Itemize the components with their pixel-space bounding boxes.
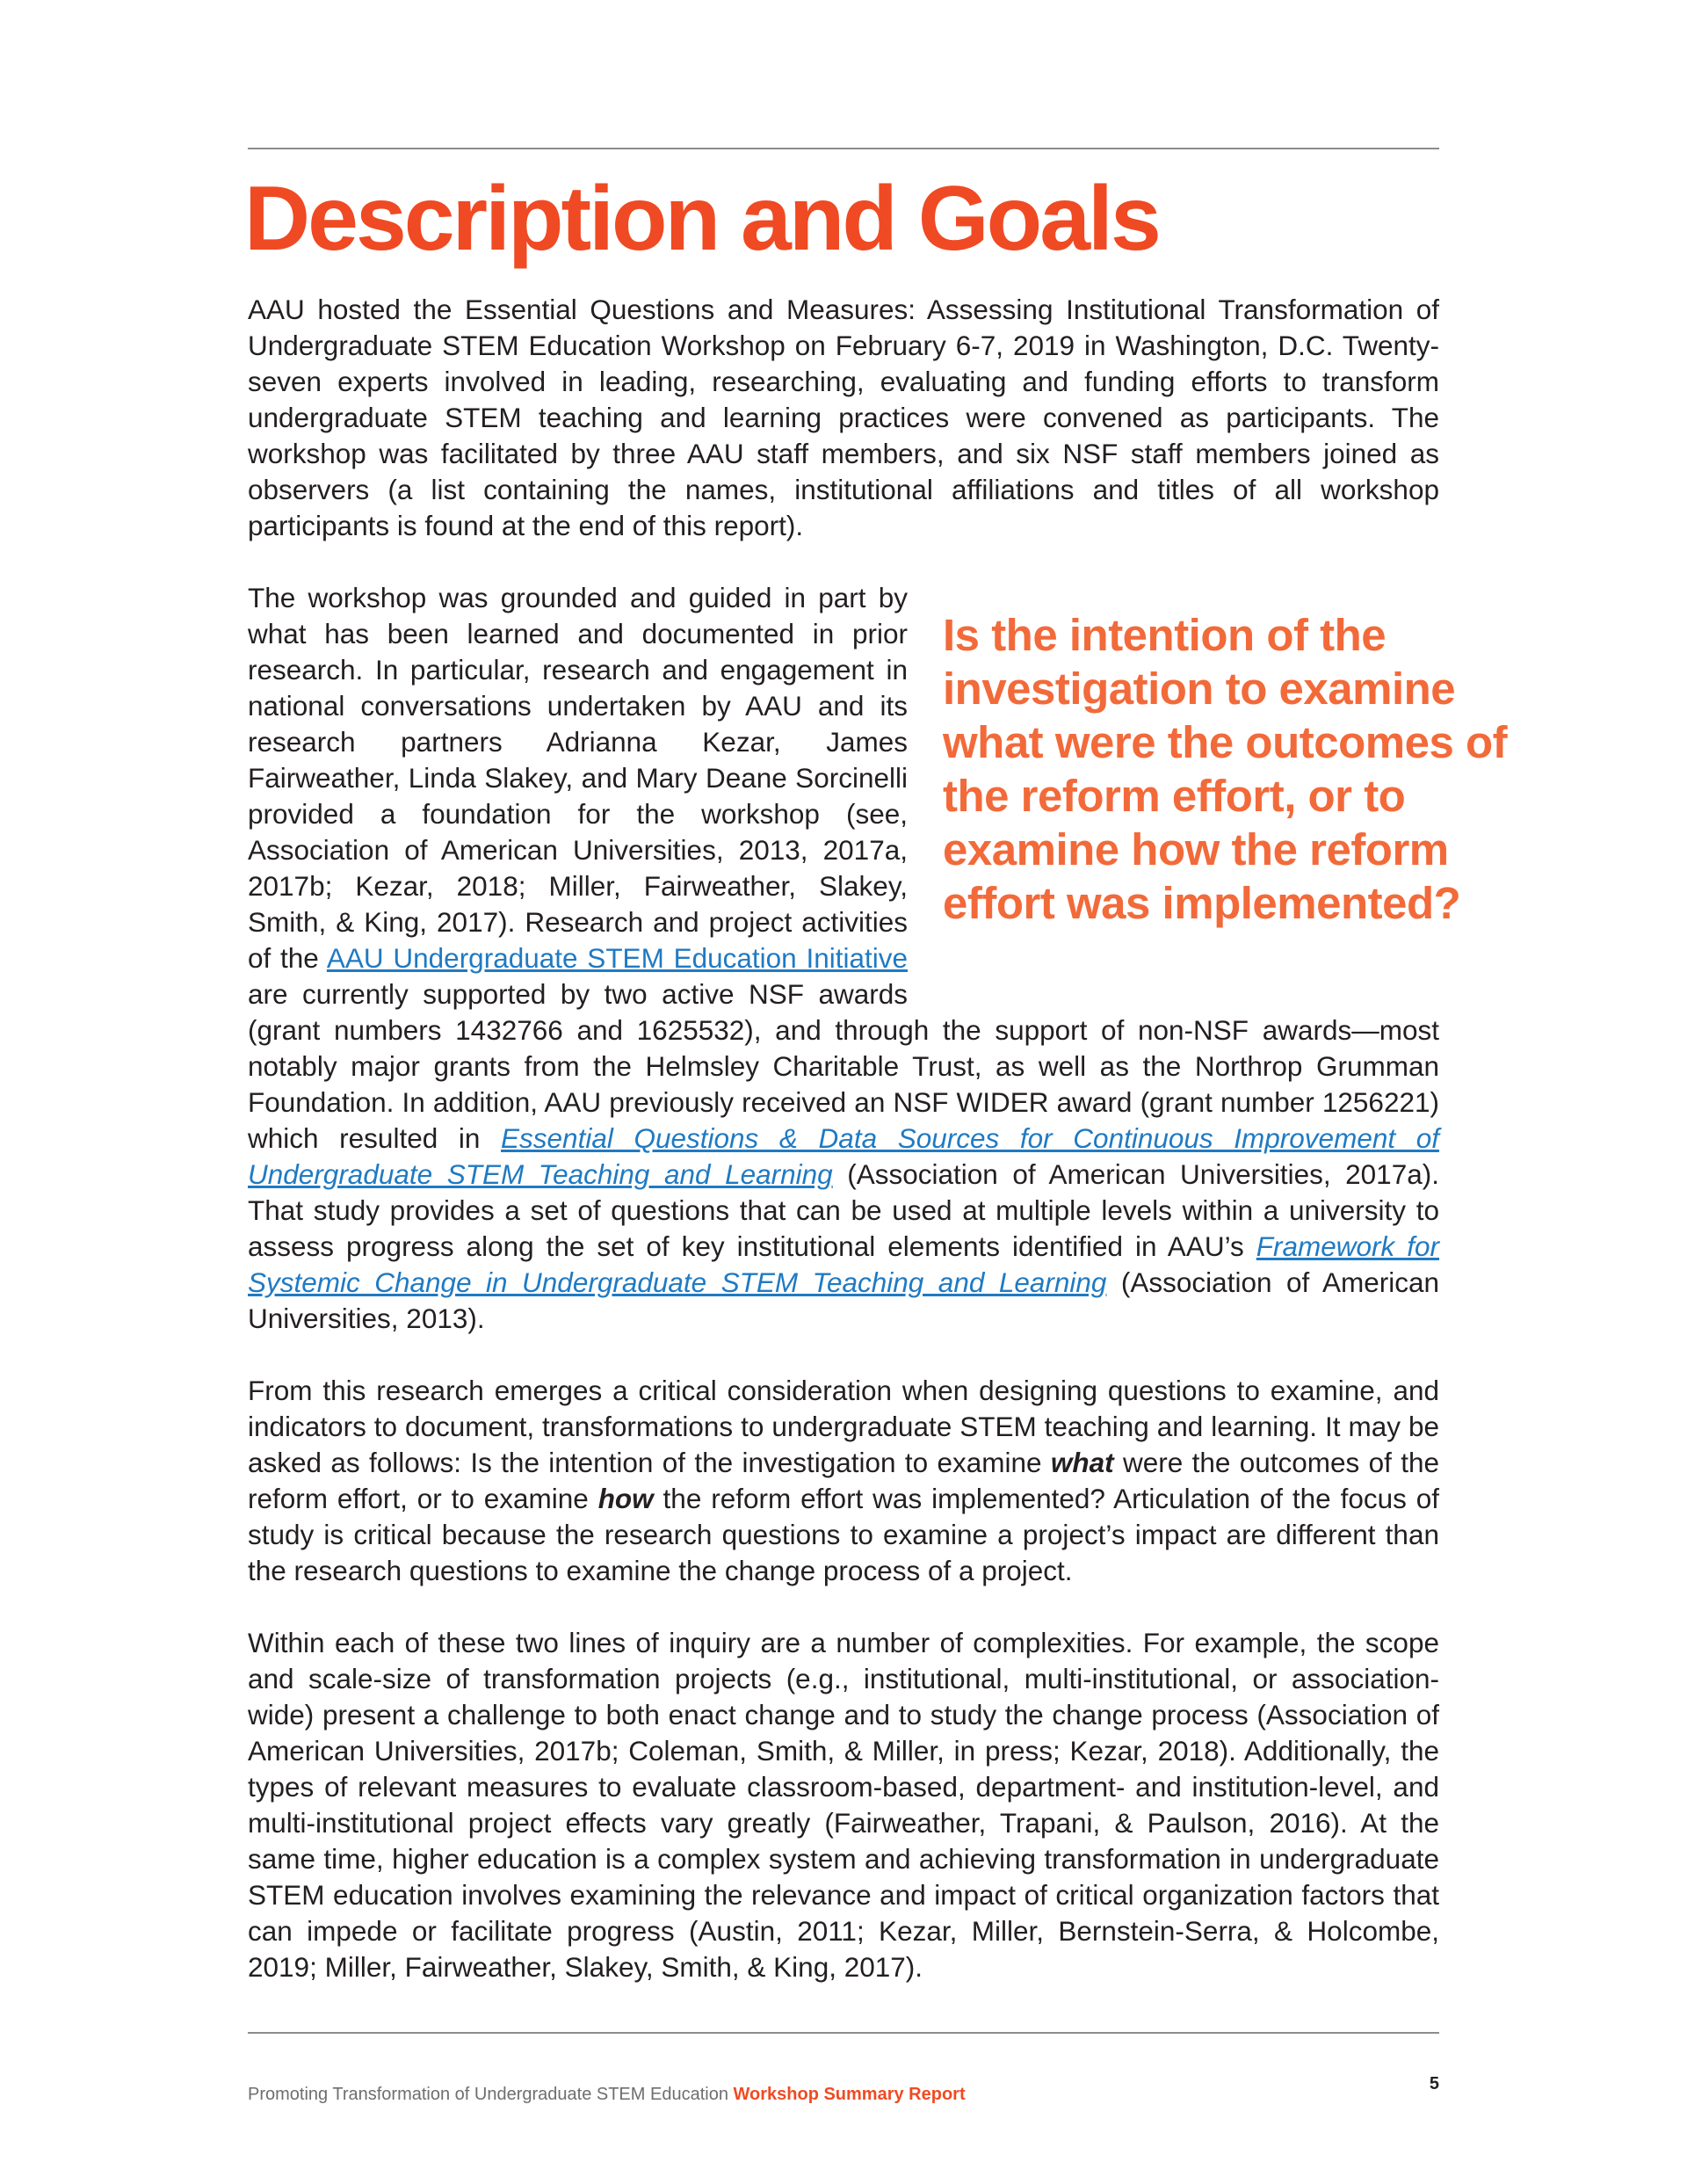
paragraph-text: (Association of American Universities, 2017a). That study provides a set of questions that can be used at multiple levels within a university to assess progress along the set of key institutional elements identified in AAU’s — [248, 1158, 1439, 1262]
paragraph-research-background — [248, 580, 1508, 1337]
body-content — [248, 292, 1508, 1985]
footer-report-label: Workshop Summary Report — [733, 2085, 966, 2104]
paragraph-text: The workshop was grounded and guided in part by what has been learned and documented in prior research. In particular, research and engagement in national conversations undertaken by AAU and its research partners Adrianna Kezar, James Fairweather, Linda Slakey, and Mary Deane Sorcinelli provided a foundation for the workshop (see, Association of American Universities, 2013, 2017a, 2017b; Kezar, 2018; Miller, Fairweather, Slakey, Smith, & King, 2017). Research and project activities of the — [248, 582, 908, 974]
paragraph-text: (Association of American Universities, 2013). — [248, 1266, 1440, 1334]
pull-quote: Is the intention of the investigation to examine what were the outcomes of the reform effort, or to examine how the reform effort was implemented? — [943, 610, 1508, 928]
paragraph-complexities: Within each of these two lines of inquiry are a number of complexities. For example, the scope and scale-size of transformation projects (e.g., institutional, multi-institutional, or association-wide) present a challenge to both enact change and to study the change process (Association of American Universities, 2017b; Coleman, Smith, & Miller, in press; Kezar, 2018). Additionally, the types of relevant measures to evaluate classroom-based, department- and institution-level, and multi-institutional project effects vary greatly (Fairweather, Trapani, & Paulson, 2016). At the same time, higher education is a complex system and achieving transformation in undergraduate STEM education involves examining the relevance and impact of critical organization factors that can impede or facilitate progress (Austin, 2011; Kezar, Miller, Bernstein-Serra, & Holcombe, 2019; Miller, Fairweather, Slakey, Smith, & King, 2017). — [248, 1627, 1439, 1983]
emphasis-what: what — [1050, 1447, 1114, 1478]
paragraph-critical-consideration — [248, 1373, 1439, 1589]
paragraph-text: are currently supported by two active NSF awards (grant numbers 1432766 and 1625532), and through the support of non-NSF awards—most notably major grants from the Helmsley Charitable Trust, as well as the Northrop Grumman Foundation. In addition, AAU previously received an NSF WIDER award (grant number 1256221) which resulted in — [248, 978, 1439, 1154]
paragraph-text: From this research emerges a critical consideration when designing questions to examine, and indicators to document, transformations to undergraduate STEM teaching and learning. It may be asked as follows: Is the intention of the investigation to examine — [248, 1375, 1439, 1478]
top-divider — [248, 148, 1439, 149]
paragraph-text: the reform effort was implemented? Articulation of the focus of study is critical because the research questions to examine a project’s impact are different than the research questions to examine the change process of a project. — [248, 1483, 1439, 1586]
page-number: 5 — [1429, 2074, 1439, 2093]
link-framework-systemic-change[interactable]: Framework for Systemic Change in Undergraduate STEM Teaching and Learning — [248, 1230, 1440, 1298]
emphasis-how: how — [597, 1483, 654, 1514]
paragraph-intro: AAU hosted the Essential Questions and Measures: Assessing Institutional Transformation of Undergraduate STEM Education Workshop on February 6-7, 2019 in Washington, D.C. Twenty-seven experts involved in leading, researching, evaluating and funding efforts to transform undergraduate STEM teaching and learning practices were convened as participants. The workshop was facilitated by three AAU staff members, and six NSF staff members joined as observers (a list containing the names, institutional affiliations and titles of all workshop participants is found at the end of this report). — [248, 294, 1439, 541]
page-title: Description and Goals — [244, 168, 1159, 270]
link-aau-stem-initiative[interactable]: AAU Undergraduate STEM Education Initiative — [326, 942, 908, 974]
link-essential-questions[interactable]: Essential Questions & Data Sources for Continuous Improvement of Undergraduate STEM Teaching and Learning — [248, 1122, 1440, 1190]
paragraph-text: were the outcomes of the reform effort, or to examine — [248, 1447, 1439, 1514]
footer — [248, 2085, 1039, 2105]
footer-doc-title: Promoting Transformation of Undergraduate STEM Education — [248, 2085, 734, 2104]
bottom-divider — [248, 2032, 1439, 2034]
